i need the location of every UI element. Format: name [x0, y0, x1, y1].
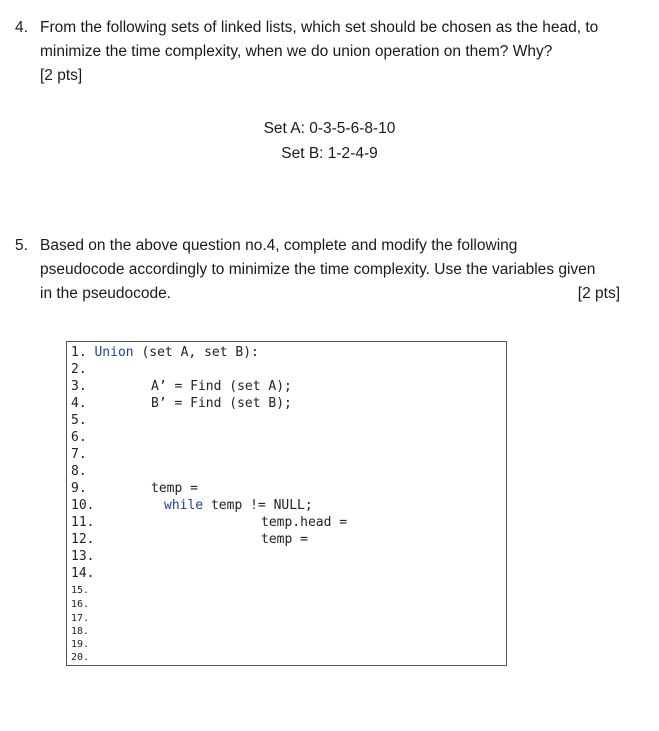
code-line-20 [71, 652, 131, 663]
question-5-points: [2 pts] [577, 285, 620, 302]
question-5-number: 5. [15, 237, 28, 254]
line-number: 4. [71, 396, 87, 411]
question-5-text-line-2: pseudocode accordingly to minimize the time complexity. Use the variables given [40, 261, 596, 278]
set-a: Set A: 0-3-5-6-8-10 [263, 120, 396, 137]
question-5-text-line-1: Based on the above question no.4, complete and modify the following [40, 237, 518, 254]
code-line-10 [71, 498, 131, 513]
question-4-text-line-2: minimize the time complexity, when we do union operation on them? Why? [40, 43, 553, 60]
code-line-7 [71, 447, 131, 462]
code-temp-next: temp = [261, 532, 308, 547]
pseudocode-box [66, 341, 507, 666]
code-union-args: (set A, set B): [133, 345, 259, 360]
line-number: 5. [71, 413, 87, 428]
code-line-12 [71, 532, 131, 547]
line-number: 7. [71, 447, 87, 462]
line-number: 17. [71, 613, 90, 624]
question-5 [15, 234, 620, 306]
question-4-text-line-1: From the following sets of linked lists, which set should be chosen as the head, to [40, 19, 599, 36]
line-number: 6. [71, 430, 87, 445]
code-line-4 [71, 396, 131, 411]
code-find-set-a: A’ = Find (set A); [151, 379, 292, 394]
line-number: 2. [71, 362, 87, 377]
code-temp-head: temp.head = [261, 515, 348, 530]
code-line-19 [71, 639, 131, 650]
code-line-2 [71, 362, 131, 377]
code-line-3 [71, 379, 131, 394]
line-number: 20. [71, 652, 90, 663]
code-line-13 [71, 549, 131, 564]
code-line-5 [71, 413, 131, 428]
question-4-points: [2 pts] [40, 67, 83, 84]
code-line-18 [71, 626, 131, 637]
line-number: 3. [71, 379, 87, 394]
code-line-1 [71, 345, 259, 360]
code-find-set-b: B’ = Find (set B); [151, 396, 292, 411]
line-number: 1. [71, 345, 87, 360]
code-line-15 [71, 585, 131, 596]
set-b: Set B: 1-2-4-9 [281, 145, 378, 162]
code-line-11 [71, 515, 131, 530]
code-line-17 [71, 613, 131, 624]
line-number: 18. [71, 626, 90, 637]
code-line-9 [71, 481, 131, 496]
line-number: 12. [71, 532, 95, 547]
code-keyword-union: Union [94, 345, 134, 360]
line-number: 19. [71, 639, 90, 650]
line-number: 14. [71, 566, 95, 581]
line-number: 8. [71, 464, 87, 479]
line-number: 13. [71, 549, 95, 564]
question-4 [15, 16, 620, 88]
code-line-6 [71, 430, 131, 445]
code-keyword-while: while [164, 498, 204, 513]
line-number: 15. [71, 585, 90, 596]
line-number: 10. [71, 498, 95, 513]
code-temp-assign: temp = [151, 481, 198, 496]
code-line-8 [71, 464, 131, 479]
question-4-number: 4. [15, 19, 28, 36]
line-number: 11. [71, 515, 95, 530]
line-number: 16. [71, 599, 90, 610]
question-5-text-line-3: in the pseudocode. [40, 285, 171, 302]
code-line-14 [71, 566, 131, 581]
linked-list-sets [0, 116, 659, 166]
code-while-condition: temp != NULL; [203, 498, 313, 513]
code-line-16 [71, 599, 131, 610]
line-number: 9. [71, 481, 87, 496]
code-while-loop [164, 498, 313, 513]
